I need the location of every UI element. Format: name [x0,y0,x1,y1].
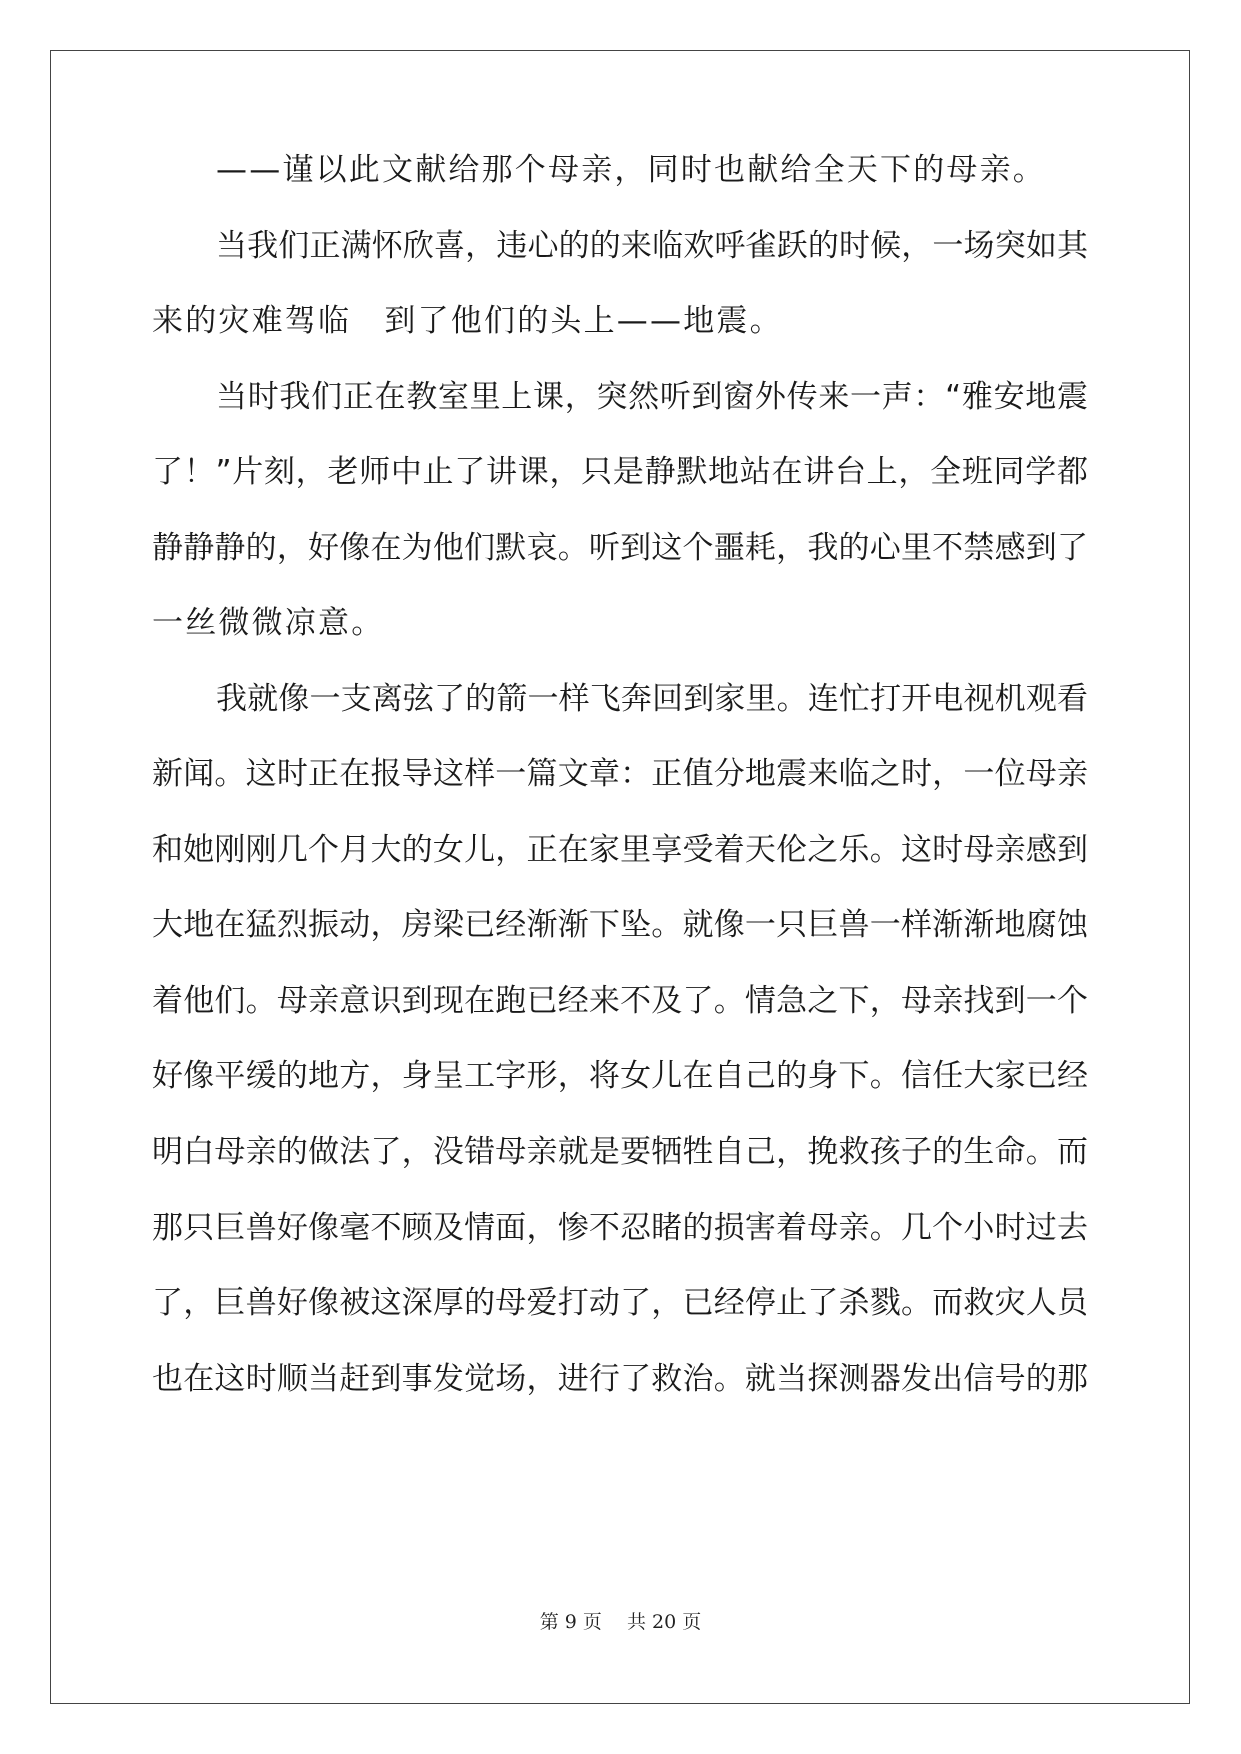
paragraph-3-line-7: 明白母亲的做法了，没错母亲就是要牺牲自己，挽救孩子的生命。而 [152,1134,1088,1170]
paragraph-3-line-10: 也在这时顺当赶到事发觉场，进行了救治。就当探测器发出信号的那 [152,1361,1088,1397]
paragraph-2-line-2: 了！”片刻，老师中止了讲课，只是静默地站在讲台上，全班同学都 [152,454,1088,490]
paragraph-3-line-8: 那只巨兽好像毫不顾及情面，惨不忍睹的损害着母亲。几个小时过去 [152,1210,1088,1246]
paragraph-3-line-1: 我就像一支离弦了的箭一样飞奔回到家里。连忙打开电视机观看 [216,681,1088,717]
page-number-footer: 第 9 页 共 20 页 [539,1611,702,1633]
paragraph-3-line-3: 和她刚刚几个月大的女儿，正在家里享受着天伦之乐。这时母亲感到 [152,832,1088,868]
page-border [50,50,1190,1704]
paragraph-1-line-1: 当我们正满怀欣喜，违心的的来临欢呼雀跃的时候，一场突如其 [216,228,1088,264]
paragraph-3-line-2: 新闻。这时正在报导这样一篇文章：正值分地震来临之时，一位母亲 [152,756,1088,792]
paragraph-2-line-1: 当时我们正在教室里上课，突然听到窗外传来一声：“雅安地震 [216,379,1088,415]
dedication-line: ——谨以此文献给那个母亲，同时也献给全天下的母亲。 [216,152,1046,188]
paragraph-3-line-9: 了，巨兽好像被这深厚的母爱打动了，已经停止了杀戮。而救灾人员 [152,1285,1088,1321]
paragraph-1-line-2: 来的灾难驾临 到了他们的头上——地震。 [152,303,783,339]
paragraph-3-line-6: 好像平缓的地方，身呈工字形，将女儿在自己的身下。信任大家已经 [152,1058,1088,1094]
paragraph-2-line-3: 静静静的，好像在为他们默哀。听到这个噩耗，我的心里不禁感到了 [152,530,1088,566]
paragraph-3-line-5: 着他们。母亲意识到现在跑已经来不及了。情急之下，母亲找到一个 [152,983,1088,1019]
paragraph-2-line-4: 一丝微微凉意。 [152,605,385,641]
paragraph-3-line-4: 大地在猛烈振动，房梁已经渐渐下坠。就像一只巨兽一样渐渐地腐蚀 [152,907,1088,943]
